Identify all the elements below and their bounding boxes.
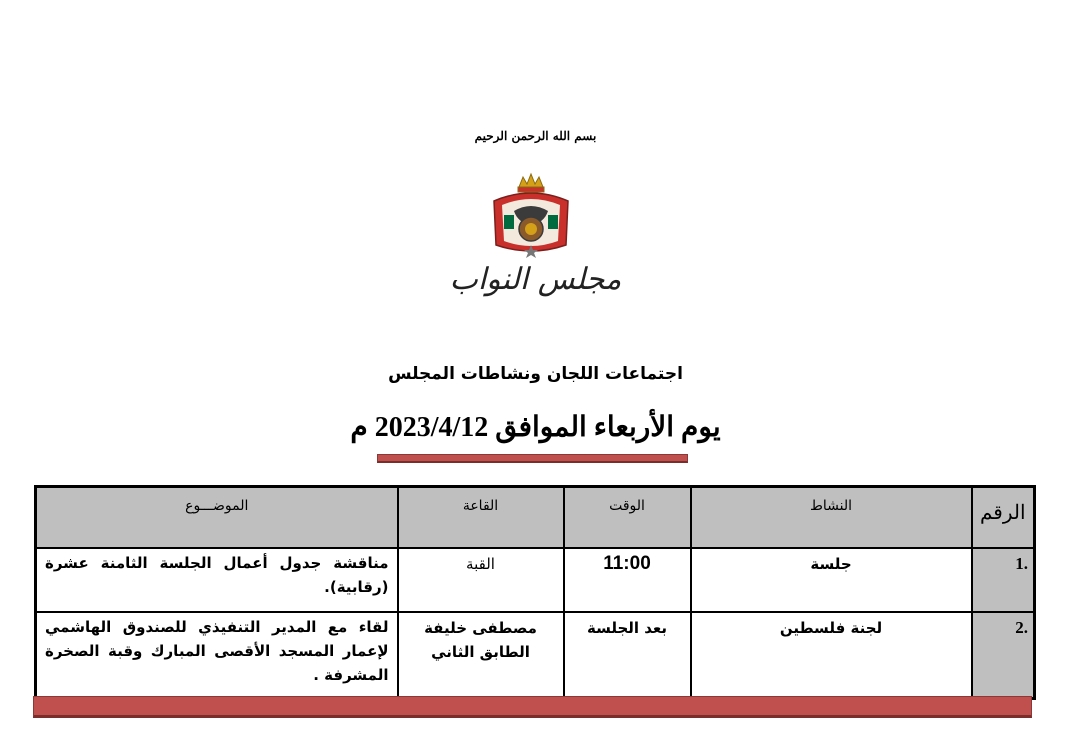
header-time: الوقت: [564, 487, 691, 549]
page-title: اجتماعات اللجان ونشاطات المجلس: [388, 364, 683, 384]
parliament-logo-text: مجلس النواب: [449, 262, 622, 297]
header-number: الرقم: [972, 487, 1035, 549]
header-hall: القاعة: [398, 487, 564, 549]
row-activity: جلسة: [691, 548, 972, 612]
row-subject: لقاء مع المدير التنفيذي للصندوق الهاشمي لإعمار المسجد الأقصى المبارك وقبة الصخرة المشرفة .: [36, 612, 398, 698]
row-time: بعد الجلسة: [564, 612, 691, 698]
row-number: .2: [972, 612, 1035, 698]
table-header-row: [36, 487, 1035, 549]
header-subject: الموضـــوع: [36, 487, 398, 549]
footer-bar: [33, 696, 1032, 718]
title-underline-bar: [377, 454, 688, 463]
row-hall: القبة: [398, 548, 564, 612]
table-row: [36, 612, 1035, 698]
table-row: [36, 548, 1035, 612]
row-subject: مناقشة جدول أعمال الجلسة الثامنة عشرة (رقابية).: [36, 548, 398, 612]
royal-coat-of-arms-icon: [486, 171, 576, 261]
row-number: .1: [972, 548, 1035, 612]
row-hall: مصطفى خليفة الطابق الثاني: [398, 612, 564, 698]
row-time: 11:00: [564, 548, 691, 612]
activities-table: [34, 485, 1036, 700]
date-heading: يوم الأربعاء الموافق 2023/4/12 م: [350, 412, 721, 443]
row-activity: لجنة فلسطين: [691, 612, 972, 698]
basmala: بسم الله الرحمن الرحيم: [474, 129, 597, 143]
header-activity: النشاط: [691, 487, 972, 549]
